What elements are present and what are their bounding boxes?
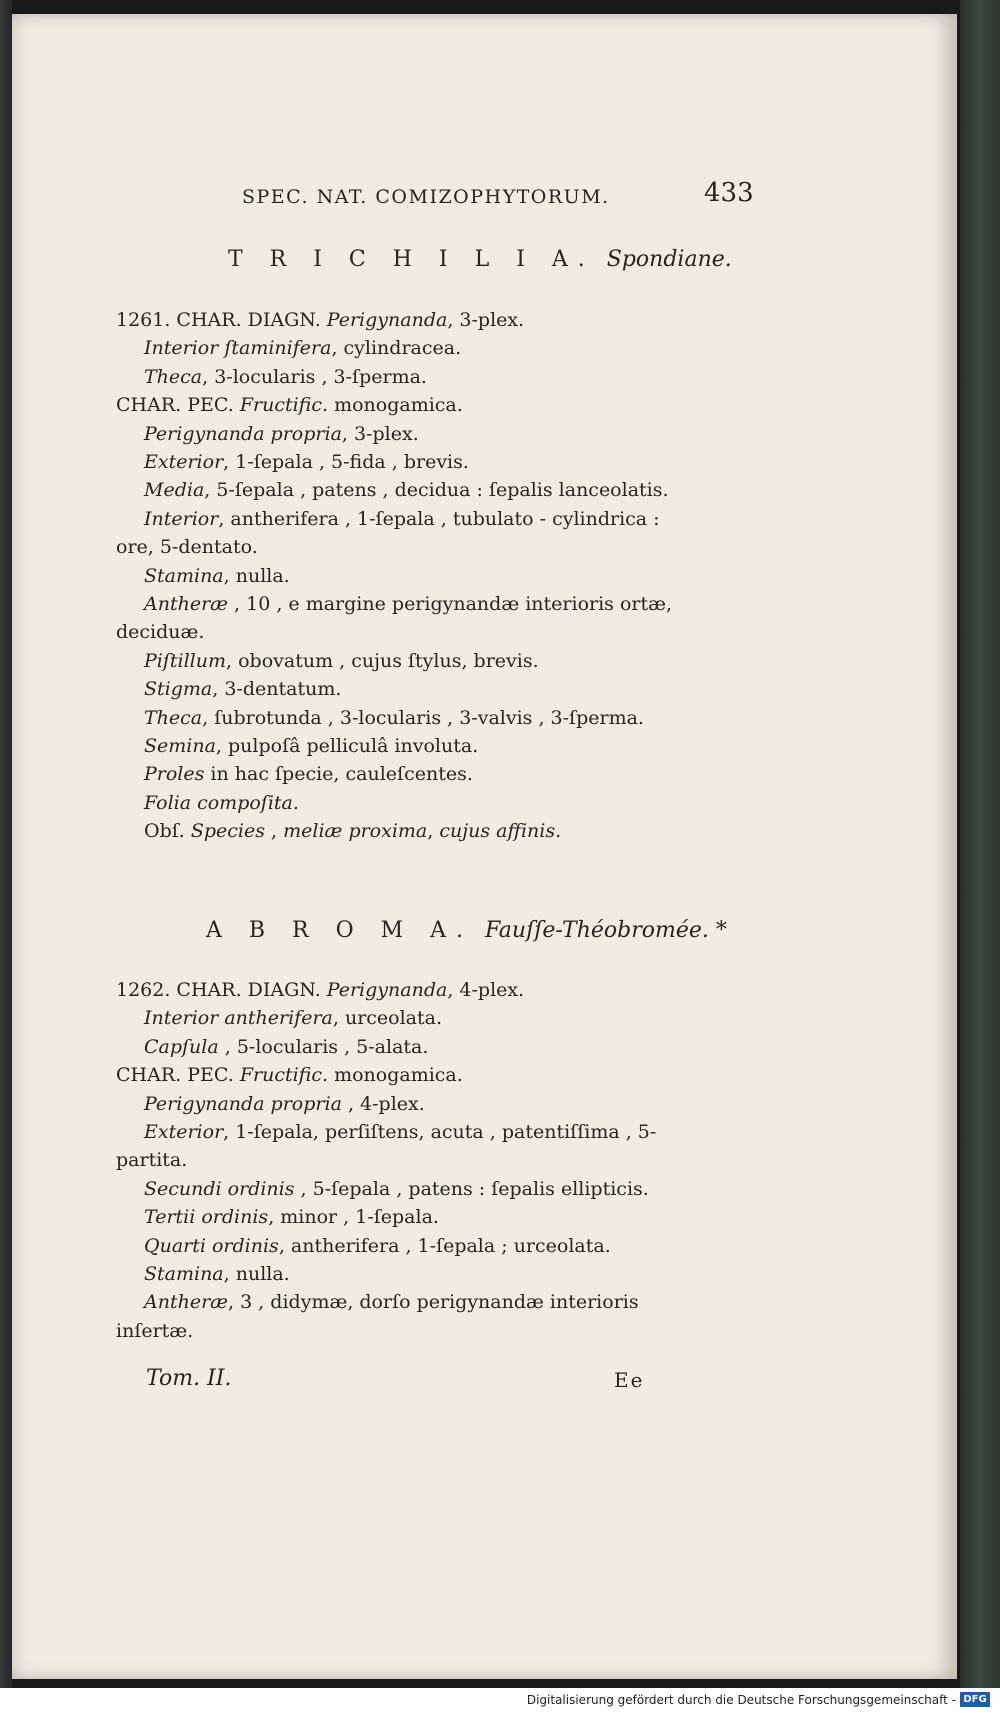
text-run: CHAR. PEC. bbox=[116, 394, 240, 417]
book-spine-left bbox=[0, 0, 12, 1713]
italic-term: Antheræ bbox=[144, 593, 229, 615]
text-run: , nulla. bbox=[223, 1263, 290, 1285]
text-run: , 3 , didymæ, dorſo perigynandæ interioris bbox=[228, 1291, 639, 1314]
text-line bbox=[144, 1004, 442, 1032]
credit-text: Digitalisierung gefördert durch die Deutsche Forschungsgemeinschaft - bbox=[526, 1693, 956, 1707]
italic-term: Folia compoſita. bbox=[144, 791, 299, 814]
text-run: , 3-locularis , 3-ſperma. bbox=[202, 365, 427, 388]
italic-term: Perigynanda bbox=[326, 309, 448, 331]
text-run: deciduæ. bbox=[116, 621, 205, 644]
text-run: , 4-plex. bbox=[447, 979, 525, 1001]
text-run: , 1-ſepala, perſiſtens, acuta , patentiſſima , 5- bbox=[223, 1121, 657, 1143]
text-line bbox=[144, 1260, 290, 1288]
text-line bbox=[144, 1118, 656, 1146]
text-line bbox=[144, 647, 539, 675]
text-line bbox=[144, 363, 427, 391]
italic-term: Exterior bbox=[144, 1121, 224, 1143]
text-line bbox=[144, 817, 561, 845]
text-run: , pulpoſâ pelliculâ involuta. bbox=[215, 735, 479, 757]
italic-term: meliæ proxima bbox=[283, 820, 428, 843]
text-line bbox=[116, 976, 524, 1004]
text-line bbox=[144, 562, 290, 590]
text-run: , 5-ſepala , patens , decidua : ſepalis lanceolatis. bbox=[204, 479, 669, 502]
text-run: , minor , 1-ſepala. bbox=[268, 1206, 439, 1229]
italic-term: Species bbox=[190, 820, 265, 843]
italic-term: Stamina bbox=[144, 564, 224, 587]
text-line bbox=[144, 1175, 649, 1203]
text-line bbox=[116, 1146, 187, 1174]
italic-term: Media bbox=[144, 479, 205, 502]
text-line bbox=[116, 533, 258, 561]
text-line bbox=[116, 306, 524, 334]
text-run: 1261. CHAR. DIAGN. bbox=[116, 309, 327, 331]
text-run: inſertæ. bbox=[116, 1319, 194, 1342]
italic-term: Capſula bbox=[144, 1035, 219, 1058]
text-run: monogamica. bbox=[328, 1064, 463, 1087]
text-run: , bbox=[427, 820, 440, 843]
text-line bbox=[144, 1232, 611, 1260]
volume-mark: Tom. II. bbox=[146, 1366, 232, 1391]
text-run: , 3-plex. bbox=[341, 422, 419, 445]
text-line bbox=[144, 420, 419, 448]
text-line bbox=[144, 732, 478, 760]
italic-term: Fructific. bbox=[239, 394, 329, 417]
text-line bbox=[144, 704, 644, 732]
text-run: ore, 5-dentato. bbox=[116, 536, 258, 559]
text-line bbox=[116, 1317, 193, 1345]
italic-term: Interior antherifera bbox=[144, 1007, 333, 1030]
italic-term: Perigynanda bbox=[326, 979, 448, 1001]
text-run: , antherifera , 1-ſepala , tubulato - cylindrica : bbox=[218, 507, 660, 530]
italic-term: Stigma bbox=[144, 678, 213, 701]
italic-term: Theca bbox=[144, 706, 203, 729]
italic-term: Perigynanda propria bbox=[144, 1092, 342, 1115]
italic-term: Fructific. bbox=[239, 1064, 329, 1087]
dfg-logo: DFG bbox=[960, 1692, 990, 1707]
text-line bbox=[144, 590, 672, 618]
text-line bbox=[116, 618, 204, 646]
text-run: , bbox=[265, 820, 284, 843]
italic-term: Stamina bbox=[144, 1263, 224, 1285]
text-run: 1262. CHAR. DIAGN. bbox=[116, 979, 327, 1001]
italic-term: Theca bbox=[144, 365, 203, 388]
text-run: partita. bbox=[116, 1149, 188, 1172]
text-run: in hac ſpecie, cauleſcentes. bbox=[204, 763, 473, 786]
text-run: , 3-dentatum. bbox=[212, 678, 342, 701]
text-line bbox=[144, 448, 469, 476]
text-run: , cylindracea. bbox=[331, 337, 462, 360]
text-line bbox=[144, 1090, 425, 1118]
signature-mark: Ee bbox=[614, 1368, 645, 1392]
italic-term: Quarti ordinis bbox=[144, 1234, 279, 1257]
text-run: , 5-locularis , 5-alata. bbox=[218, 1035, 429, 1058]
text-run: , antherifera , 1-ſepala ; urceolata. bbox=[278, 1234, 611, 1257]
running-head: SPEC. NAT. COMIZOPHYTORUM. bbox=[242, 186, 610, 208]
text-line bbox=[144, 505, 660, 533]
french-name: Spondiane. bbox=[606, 247, 732, 272]
text-run: CHAR. PEC. bbox=[116, 1064, 240, 1087]
book-page bbox=[12, 14, 957, 1679]
text-line bbox=[144, 334, 461, 362]
italic-term: Tertii ordinis bbox=[144, 1206, 269, 1229]
text-line bbox=[144, 1288, 639, 1316]
book-edge-right bbox=[960, 0, 1000, 1713]
text-line bbox=[144, 675, 341, 703]
italic-term: Secundi ordinis bbox=[144, 1177, 295, 1200]
italic-term: cujus affinis. bbox=[439, 820, 562, 843]
italic-term: Interior bbox=[144, 507, 219, 530]
french-name: Fauſſe-Théobromée. * bbox=[485, 918, 727, 943]
text-run: Obſ. bbox=[144, 820, 191, 843]
text-run: , ſubrotunda , 3-locularis , 3-valvis , 3-ſperma. bbox=[202, 706, 644, 729]
genus-name: T R I C H I L I A. bbox=[228, 247, 595, 272]
text-run: , nulla. bbox=[223, 564, 290, 587]
text-run: , 10 , e margine perigynandæ interioris ortæ, bbox=[228, 593, 673, 615]
text-run: , urceolata. bbox=[332, 1007, 443, 1030]
text-line bbox=[116, 1061, 463, 1089]
text-line bbox=[144, 760, 473, 788]
italic-term: Exterior bbox=[144, 451, 224, 473]
text-line bbox=[144, 1033, 428, 1061]
section-title-trichilia bbox=[228, 247, 732, 272]
text-run: , 5-ſepala , patens : ſepalis ellipticis. bbox=[294, 1177, 649, 1200]
genus-name: A B R O M A. bbox=[206, 918, 474, 943]
text-run: monogamica. bbox=[328, 394, 463, 417]
italic-term: Perigynanda propria bbox=[144, 422, 342, 445]
text-run: , obovatum , cujus ſtylus, brevis. bbox=[226, 649, 539, 672]
page-number: 433 bbox=[704, 178, 754, 208]
text-run: , 3-plex. bbox=[447, 309, 525, 331]
text-run: , 4-plex. bbox=[341, 1092, 425, 1115]
text-run: , 1-ſepala , 5-fida , brevis. bbox=[223, 451, 469, 473]
italic-term: Semina bbox=[144, 735, 216, 757]
italic-term: Antheræ bbox=[144, 1291, 229, 1314]
text-line bbox=[144, 789, 299, 817]
text-line bbox=[144, 1203, 439, 1231]
italic-term: Proles bbox=[144, 763, 205, 786]
italic-term: Interior ſtaminifera bbox=[144, 337, 332, 360]
section-title-abroma bbox=[206, 918, 727, 943]
text-line bbox=[144, 476, 669, 504]
text-line bbox=[116, 391, 463, 419]
italic-term: Piſtillum bbox=[144, 649, 227, 672]
